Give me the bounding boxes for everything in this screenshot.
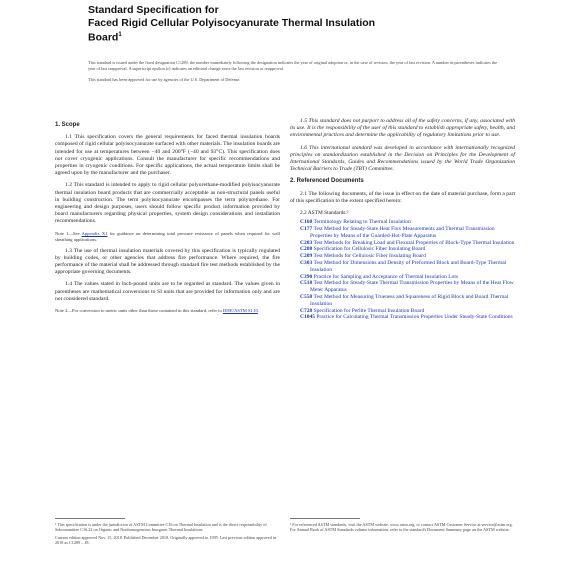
footnote-rule-left [55,518,125,519]
reference-title[interactable]: Practice for Calculating Thermal Transmission Properties Under Steady-State Conditions [314,314,513,321]
note-2-prefix: Note 2—For conversion to metric units other than those contained in this standard, refer to [55,308,223,314]
approval-note: This standard has been approved for use by agencies of the U.S. Department of Defense. [88,77,241,82]
reference-code[interactable]: C177 [300,226,313,233]
reference-code[interactable]: C550 [300,294,313,300]
paragraph-1-4: 1.4 The values stated in inch-pound units are to be regarded as standard. The values given in parentheses are mathematical conversions to SI units that are provided for information only and are not considered standard. [55,281,280,302]
title-footnote-marker: 1 [118,32,122,38]
reference-title[interactable]: Specification for Perlite Thermal Insulation Board [312,307,425,314]
reference-title[interactable]: Specification for Cellulosic Fiber Insulating Board [312,246,426,253]
reference-item[interactable] [300,219,515,226]
reference-code[interactable]: C209 [300,253,313,260]
footnote-1-jurisdiction: ¹ This specification is under the jurisdiction of ASTM Committee C16 on Thermal Insulation and is the direct responsibility of Subcommittee C16.22 on Organic and Nonhomogeneous Inorganic Thermal Insulations. [55,522,267,533]
note-2 [55,308,280,314]
reference-code[interactable]: C728 [300,307,313,314]
footnote-rule-right [290,518,360,519]
reference-title[interactable]: Terminology Relating to Thermal Insulation [312,219,411,226]
note-1-suffix: for guidance on determining total pressure resistance of panels when required for wall sheathing applications. [55,230,280,242]
reference-title[interactable]: Test Method for Steady-State Heat Flux Measurements and Thermal Transmission Properties by Means of the Guarded-Hot-Plate Apparatus [310,226,495,239]
reference-title[interactable]: Test Method for Measuring Trueness and Squareness of Rigid Block and Board Thermal Insulation [310,294,509,307]
note-1-prefix: Note 1—See [55,230,82,236]
title-line-3-text: Board [88,31,119,44]
reference-item[interactable] [300,260,515,274]
paragraph-1-1: 1.1 This specification covers the general requirements for faced thermal insulation boards composed of rigid cellular polyisocyanurate surfaced with other materials. The insulation boards are intended for use at temperatures between −40 and 200°F (−40 and 93°C). This specification does not cover cryogenic applications. Consult the manufacturer for specific recommendations and properties in cryogenic conditions. For specific applications, the actual temperature limits shall be agreed upon by the manufacturer and the purchaser. [55,134,280,177]
reference-item[interactable] [300,314,515,321]
referenced-documents-heading: 2. Referenced Documents [290,178,364,185]
paragraph-2-1: 2.1 The following documents, of the issue in effect on the date of material purchase, form a part of this specification to the extent specified herein: [290,190,515,204]
designation-note: This standard is issued under the fixed designation C1289; the number immediately following the designation indicates the year of original adoption or, in the case of revision, the year of last revision. A number in parentheses indicates the year of last reapproval. A superscript epsilon (ε) indicates an editorial change since the last revision or reapproval. [88,60,498,71]
reference-title[interactable]: Practice for Sampling and Acceptance of Thermal Insulation Lots [312,273,458,280]
reference-code[interactable]: C518 [300,280,313,287]
reference-code[interactable]: C203 [300,239,313,246]
note-2-suffix: . [257,308,260,314]
reference-title[interactable]: Test Method for Steady-State Thermal Transmission Properties by Means of the Heat Flow Meter Apparatus [310,280,514,294]
paragraph-1-5: 1.5 This standard does not purport to address all of the safety concerns, if any, associated with its use. It is the responsibility of the user of this standard to establish appropriate safety, health, and environmental practices and determine the applicability of regulatory limitations prior to use. [290,118,515,139]
footnote-2-text: ² For referenced ASTM standards, visit the ASTM website, www.astm.org, or contact ASTM Customer Service at service@astm.org. For Annual Book of ASTM Standards volume information, refer to the standard's Document Summary page on the ASTM website. [290,522,513,533]
reference-code[interactable]: C208 [300,246,313,253]
reference-item[interactable] [300,226,515,240]
paragraph-1-2: 1.2 This standard is intended to apply to rigid cellular polyurethane-modified polyisocyanurate thermal insulation board products that are commercially acceptable as non-structural panels useful in building construction. The term polyisocyanurate encompasses the term polyurethane. For engineering and design purposes, users should follow specific product information provided by board manufacturers regarding physical properties, system design considerations and installation recommendations. [55,182,280,225]
footnote-2 [290,522,515,535]
reference-code[interactable]: C1045 [300,314,315,321]
reference-item[interactable] [300,280,515,294]
scope-heading: 1. Scope [55,122,80,128]
title-line-3 [88,29,488,44]
astm-standards-label: 2.2 ASTM Standards:² [300,210,349,217]
reference-code[interactable]: C168 [300,219,313,226]
paragraph-1-3: 1.3 The use of thermal insulation materials covered by this specification is typically regulated by building codes, or other agencies that address fire performance. Where required, the fire performance of the material shall be addressed through standard fire test methods established by the appropriate governing documents. [55,247,280,276]
standard-notes [88,60,498,88]
page-title [88,4,488,44]
title-line-1: Standard Specification for [88,4,219,16]
reference-title[interactable]: Test Method for Dimensions and Density of Preformed Block and Board-Type Thermal Insulation [310,260,507,273]
footnote-1 [55,522,280,548]
reference-title[interactable]: Test Methods for Cellulosic Fiber Insulating Board [312,253,426,260]
paragraph-1-6: 1.6 This international standard was developed in accordance with internationally recognized principles on standardization established in the Decision on Principles for the Development of International Standards, Guides and Recommendations issued by the World Trade Organization Technical Barriers to Trade (TBT) Committee. [290,144,515,173]
si10-link[interactable]: IEEE/ASTM SI 10 [222,308,258,314]
reference-list [290,219,515,321]
left-column [55,118,280,319]
footnote-1-edition: Current edition approved Nov. 15, 2018. Published December 2018. Originally approved in 1995. Last previous edition approved in 2018 as C1289 – 18. [55,534,277,546]
note-1 [55,231,280,243]
reference-code[interactable]: C303 [300,260,313,267]
reference-item[interactable] [300,253,515,260]
title-line-2: Faced Rigid Cellular Polyisocyanurate Thermal Insulation [88,16,376,29]
right-column [290,118,515,321]
reference-title[interactable]: Test Methods for Breaking Load and Flexural Properties of Block-Type Thermal Insulation [312,239,515,246]
reference-code[interactable]: C390 [300,273,313,280]
reference-item[interactable] [300,294,515,308]
appendix-x1-link[interactable]: Appendix X1 [81,230,108,236]
